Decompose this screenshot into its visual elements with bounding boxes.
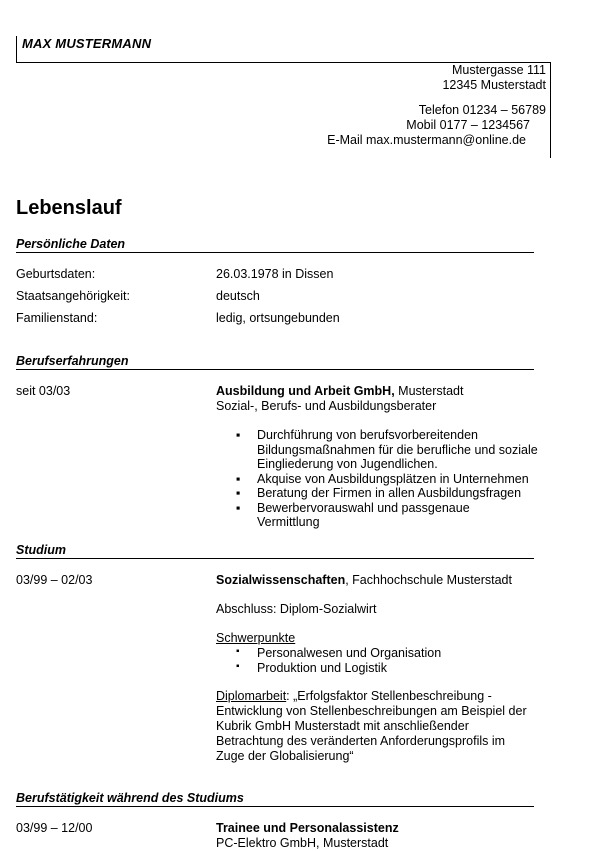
header-left-rule (16, 36, 17, 63)
address-city: 12345 Musterstadt (442, 78, 546, 92)
section-rule-study (16, 558, 534, 559)
study-thesis-label: Diplomarbeit (216, 689, 287, 703)
contact-mobile: Mobil 0177 – 1234567 (406, 118, 530, 132)
work-study-entry (216, 821, 399, 851)
bullet-icon: ▪ (236, 646, 240, 657)
study-thesis-text: : „Erfolgsfaktor Stellenbeschreibung - Entwicklung von Stellenbeschreibungen am Beispiel der Kubrik GmbH Musterstadt mit anschließender Betrachtung des veränderten Anforderungsprofils im Zuge der Globalisierung“ (216, 689, 527, 763)
list-item: ▪ Akquise von Ausbildungsplätzen in Unternehmen (236, 471, 529, 486)
bullet-icon: ▪ (236, 500, 241, 515)
section-heading-work-during-study: Berufstätigkeit während des Studiums (16, 791, 244, 805)
study-program (216, 573, 512, 588)
list-item: ▪ Beratung der Firmen in allen Ausbildungsfragen (236, 486, 522, 500)
study-period: 03/99 – 02/03 (16, 573, 93, 587)
study-school: , Fachhochschule Musterstadt (345, 573, 512, 587)
label-marital-status: Familienstand: (16, 311, 98, 325)
label-nationality: Staatsangehörigkeit: (16, 289, 130, 303)
section-rule-personal (16, 252, 534, 253)
section-heading-experience: Berufserfahrungen (16, 354, 129, 368)
value-marital-status: ledig, ortsungebunden (216, 311, 340, 325)
list-item: ▪ Personalwesen und Organisation (236, 646, 442, 660)
list-item: ▪ Produktion und Logistik (236, 660, 387, 675)
bullet-icon: ▪ (236, 471, 241, 486)
contact-phone: Telefon 01234 – 56789 (418, 103, 546, 117)
header-right-rule (550, 62, 551, 158)
section-heading-personal: Persönliche Daten (16, 237, 126, 251)
applicant-name: MAX MUSTERMANN (22, 36, 152, 51)
experience-location: Musterstadt (394, 384, 464, 398)
study-focus-list (216, 646, 546, 675)
list-item: ▪ Bewerbervorauswahl und passgenaue Vermittlung (236, 500, 470, 529)
value-nationality: deutsch (216, 289, 260, 303)
address-block (442, 63, 546, 93)
work-study-position: Trainee und Personalassistenz (216, 821, 399, 835)
work-study-company: PC-Elektro GmbH, Musterstadt (216, 836, 389, 850)
bullet-icon: ▪ (236, 486, 241, 500)
experience-task-list (216, 428, 546, 530)
study-focus-label: Schwerpunkte (216, 631, 296, 645)
list-item: ▪ Durchführung von berufsvorbereitenden Bildungsmaßnahmen für die berufliche und soziale Eingliederung von Jugendlichen. (236, 428, 538, 471)
work-study-period: 03/99 – 12/00 (16, 821, 93, 835)
section-rule-work-during-study (16, 806, 534, 807)
value-birth: 26.03.1978 in Dissen (216, 267, 334, 281)
bullet-icon: ▪ (236, 660, 240, 672)
document-title: Lebenslauf (16, 197, 122, 219)
study-degree: Abschluss: Diplom-Sozialwirt (216, 602, 377, 616)
bullet-icon: ▪ (236, 428, 241, 442)
experience-role: Sozial-, Berufs- und Ausbildungsberater (216, 399, 437, 413)
experience-company: Ausbildung und Arbeit GmbH, (216, 384, 395, 398)
experience-employer (216, 384, 463, 414)
study-thesis (216, 689, 534, 764)
study-subject: Sozialwissenschaften (216, 573, 346, 587)
contact-block (327, 103, 546, 148)
contact-email: E-Mail max.mustermann@online.de (327, 133, 526, 147)
address-street: Mustergasse 111 (451, 63, 546, 77)
experience-period: seit 03/03 (16, 384, 71, 398)
section-rule-experience (16, 369, 534, 370)
section-heading-study: Studium (16, 543, 66, 557)
label-birth: Geburtsdaten: (16, 267, 96, 281)
